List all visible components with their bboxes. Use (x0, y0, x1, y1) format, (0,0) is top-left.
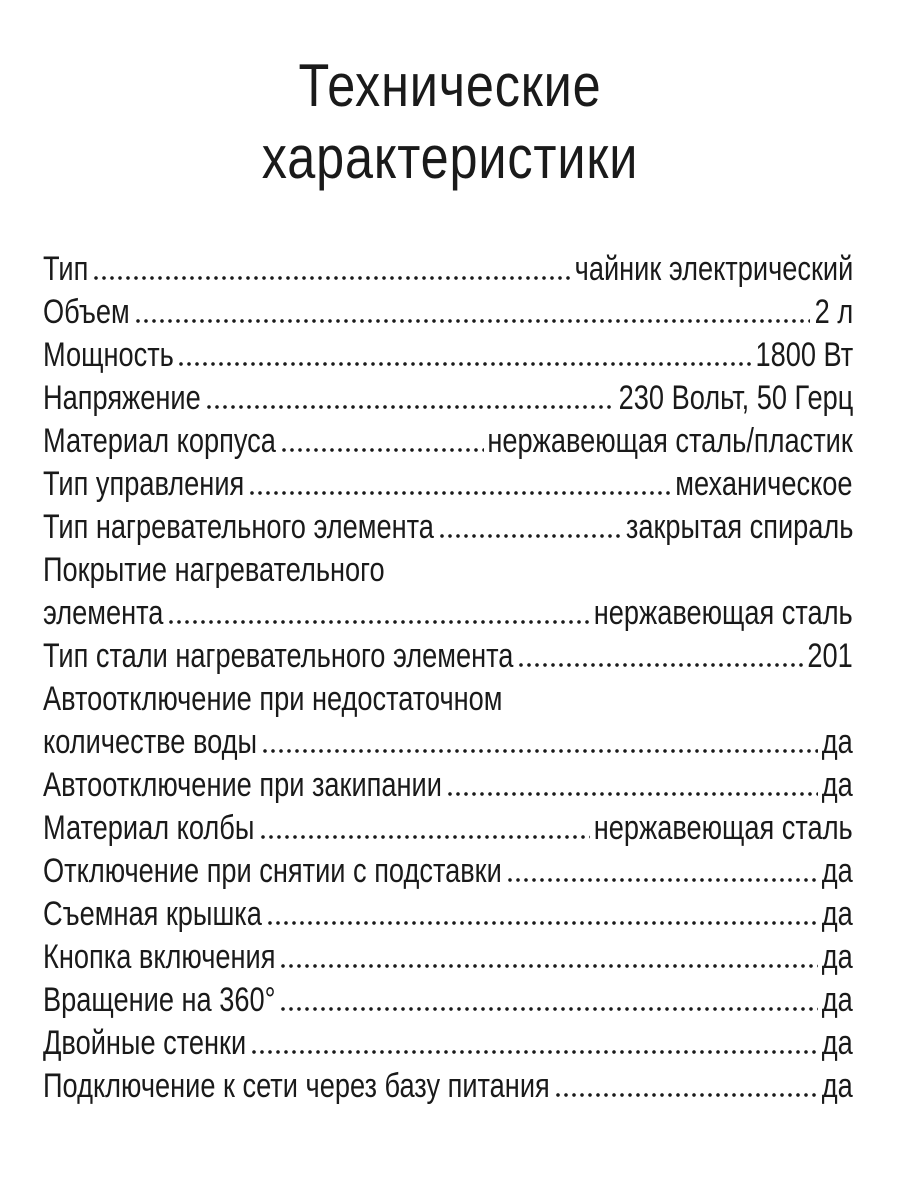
dot-leader (554, 1092, 818, 1098)
spec-label: Отключение при снятии с подставки (43, 852, 502, 890)
spec-label: Вращение на 360° (43, 981, 276, 1019)
dot-leader (280, 447, 484, 453)
dot-leader (250, 1049, 818, 1055)
spec-row-power-button (43, 936, 853, 979)
spec-label: Материал колбы (43, 809, 255, 847)
spec-row-type (43, 248, 853, 291)
spec-row-flask-material (43, 807, 853, 850)
spec-row-power-base (43, 1065, 853, 1108)
spec-row-low-water (43, 721, 853, 764)
spec-value: нержавеющая сталь (594, 594, 853, 632)
page-title (72, 50, 828, 194)
dot-leader (134, 318, 810, 324)
spec-label: Напряжение (43, 379, 201, 417)
spec-row-heating-steel-type (43, 635, 853, 678)
dot-leader (517, 662, 804, 668)
dot-leader (167, 619, 590, 625)
spec-value: 201 (807, 637, 853, 675)
dot-leader (261, 748, 819, 754)
spec-value: да (822, 852, 853, 890)
dot-leader (279, 1006, 818, 1012)
spec-label: Тип нагревательного элемента (43, 508, 434, 546)
spec-value: да (822, 981, 853, 1019)
spec-row-body-material (43, 420, 853, 463)
spec-label: Покрытие нагревательного (43, 551, 385, 589)
spec-value: механическое (675, 465, 853, 503)
title-line-1: Технические (298, 52, 602, 119)
spec-value: 2 л (814, 293, 853, 331)
spec-row-heating-element-type (43, 506, 853, 549)
dot-leader (205, 404, 614, 410)
dot-leader (438, 533, 621, 539)
dot-leader (446, 791, 819, 797)
spec-value: 1800 Вт (755, 336, 853, 374)
spec-row-voltage (43, 377, 853, 420)
spec-label: Тип (43, 250, 89, 288)
spec-label: элемента (43, 594, 164, 632)
spec-value: нержавеющая сталь (594, 809, 853, 847)
spec-label: Автоотключение при недостаточном (43, 680, 503, 718)
dot-leader (266, 920, 819, 926)
spec-label: Мощность (43, 336, 174, 374)
dot-leader (177, 361, 751, 367)
spec-value: да (822, 938, 853, 976)
spec-row-double-walls (43, 1022, 853, 1065)
spec-row-base-removal-shutoff (43, 850, 853, 893)
spec-value: да (822, 1024, 853, 1062)
spec-row-heating-coating (43, 592, 853, 635)
spec-row-heating-coating-line1 (43, 549, 853, 592)
spec-value: закрытая спираль (625, 508, 853, 546)
spec-value: чайник электрический (574, 250, 853, 288)
spec-label: Съемная крышка (43, 895, 262, 933)
spec-row-power (43, 334, 853, 377)
spec-label: Кнопка включения (43, 938, 276, 976)
spec-value: да (822, 895, 853, 933)
spec-row-boil-shutoff (43, 764, 853, 807)
spec-label: Тип стали нагревательного элемента (43, 637, 514, 675)
spec-row-removable-lid (43, 893, 853, 936)
spec-value: 230 Вольт, 50 Герц (618, 379, 853, 417)
spec-value: да (822, 766, 853, 804)
spec-row-volume (43, 291, 853, 334)
spec-label: количестве воды (43, 723, 258, 761)
dot-leader (92, 275, 570, 281)
spec-row-low-water-line1 (43, 678, 853, 721)
spec-label: Автоотключение при закипании (43, 766, 442, 804)
spec-row-rotation (43, 979, 853, 1022)
dot-leader (248, 490, 672, 496)
spec-row-control-type (43, 463, 853, 506)
spec-list (43, 248, 853, 1108)
spec-label: Подключение к сети через базу питания (43, 1067, 550, 1105)
title-line-2: характеристики (261, 124, 639, 191)
spec-value: да (822, 1067, 853, 1105)
spec-label: Тип управления (43, 465, 245, 503)
spec-value: да (822, 723, 853, 761)
spec-label: Материал корпуса (43, 422, 276, 460)
spec-label: Объем (43, 293, 130, 331)
dot-leader (506, 877, 818, 883)
spec-value: нержавеющая сталь/пластик (487, 422, 853, 460)
dot-leader (259, 834, 591, 840)
spec-label: Двойные стенки (43, 1024, 247, 1062)
dot-leader (279, 963, 818, 969)
